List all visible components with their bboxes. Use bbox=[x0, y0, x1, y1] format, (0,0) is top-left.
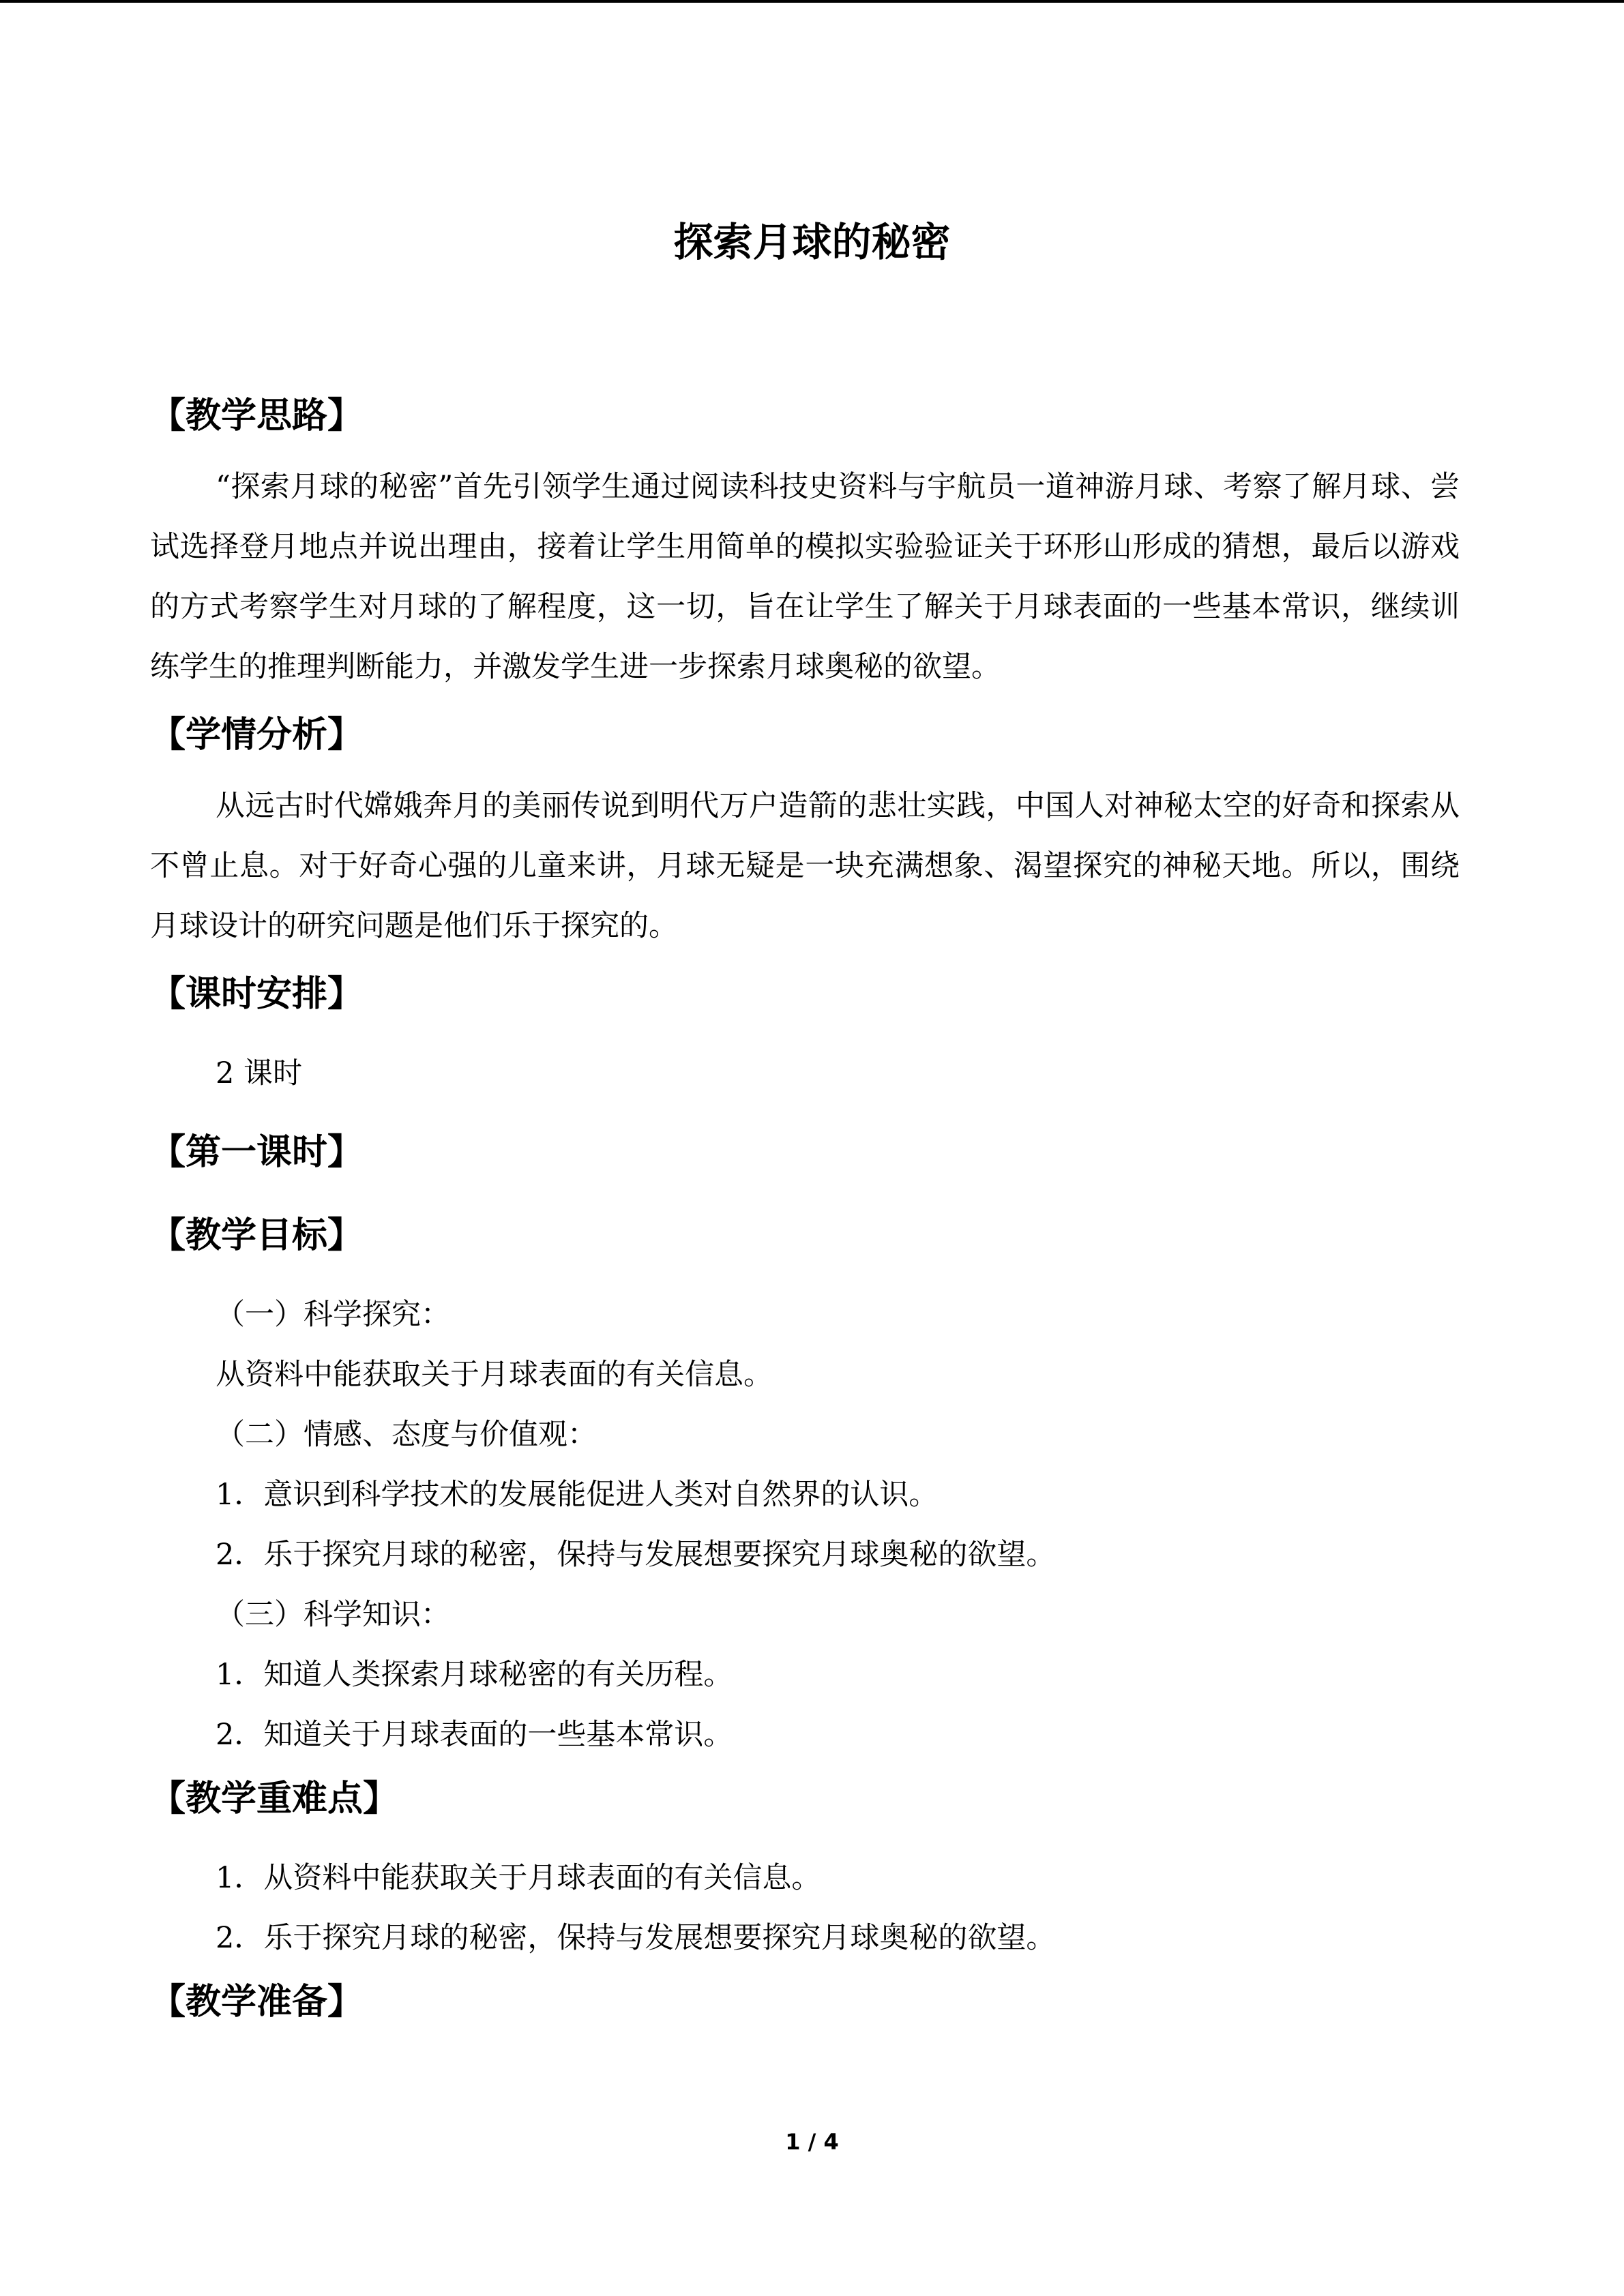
heading-first-lesson: 【第一课时】 bbox=[150, 1132, 364, 1173]
goal-line: （一）科学探究： bbox=[216, 1298, 450, 1332]
paragraph-student-analysis: 从远古时代嫦娥奔月的美丽传说到明代万户造箭的悲壮实践，中国人对神秘太空的好奇和探索从不曾止息。对于好奇心强的儿童来讲，月球无疑是一块充满想象、渴望探究的神秘天地。所以，围绕月球设计的研究问题是他们乐于探究的。 bbox=[150, 789, 1460, 943]
goal-line: 从资料中能获取关于月球表面的有关信息。 bbox=[216, 1358, 773, 1392]
document-body bbox=[150, 382, 1460, 2036]
goal-line: 2．知道关于月球表面的一些基本常识。 bbox=[216, 1718, 733, 1752]
paragraph-teaching-approach: “探索月球的秘密”首先引领学生通过阅读科技史资料与宇航员一道神游月球、考察了解月球、尝试选择登月地点并说出理由，接着让学生用简单的模拟实验验证关于环形山形成的猜想，最后以游戏的方式考察学生对月球的了解程度，这一切，旨在让学生了解关于月球表面的一些基本常识，继续训练学生的推理判断能力，并激发学生进一步探索月球奥秘的欲望。 bbox=[150, 470, 1460, 684]
heading-class-hours: 【课时安排】 bbox=[150, 974, 364, 1015]
heading-teaching-approach: 【教学思路】 bbox=[150, 396, 364, 436]
heading-teaching-preparation: 【教学准备】 bbox=[150, 1982, 364, 2023]
key-point-line: 2．乐于探究月球的秘密，保持与发展想要探究月球奥秘的欲望。 bbox=[216, 1921, 1056, 1955]
goal-line: 1．知道人类探索月球秘密的有关历程。 bbox=[216, 1658, 733, 1692]
heading-teaching-goals: 【教学目标】 bbox=[150, 1215, 364, 1256]
document-title: 探索月球的秘密 bbox=[673, 219, 951, 265]
goal-line: 2．乐于探究月球的秘密，保持与发展想要探究月球奥秘的欲望。 bbox=[216, 1538, 1056, 1572]
page-number: 1 / 4 bbox=[785, 2129, 839, 2155]
heading-key-points: 【教学重难点】 bbox=[150, 1778, 399, 1819]
heading-student-analysis: 【学情分析】 bbox=[150, 715, 364, 756]
goal-line: （二）情感、态度与价值观： bbox=[216, 1418, 597, 1452]
goal-line: 1．意识到科学技术的发展能促进人类对自然界的认识。 bbox=[216, 1478, 939, 1512]
key-point-line: 1．从资料中能获取关于月球表面的有关信息。 bbox=[216, 1861, 821, 1895]
class-hours-value: 2 课时 bbox=[216, 1056, 303, 1090]
goal-line: （三）科学知识： bbox=[216, 1598, 450, 1632]
